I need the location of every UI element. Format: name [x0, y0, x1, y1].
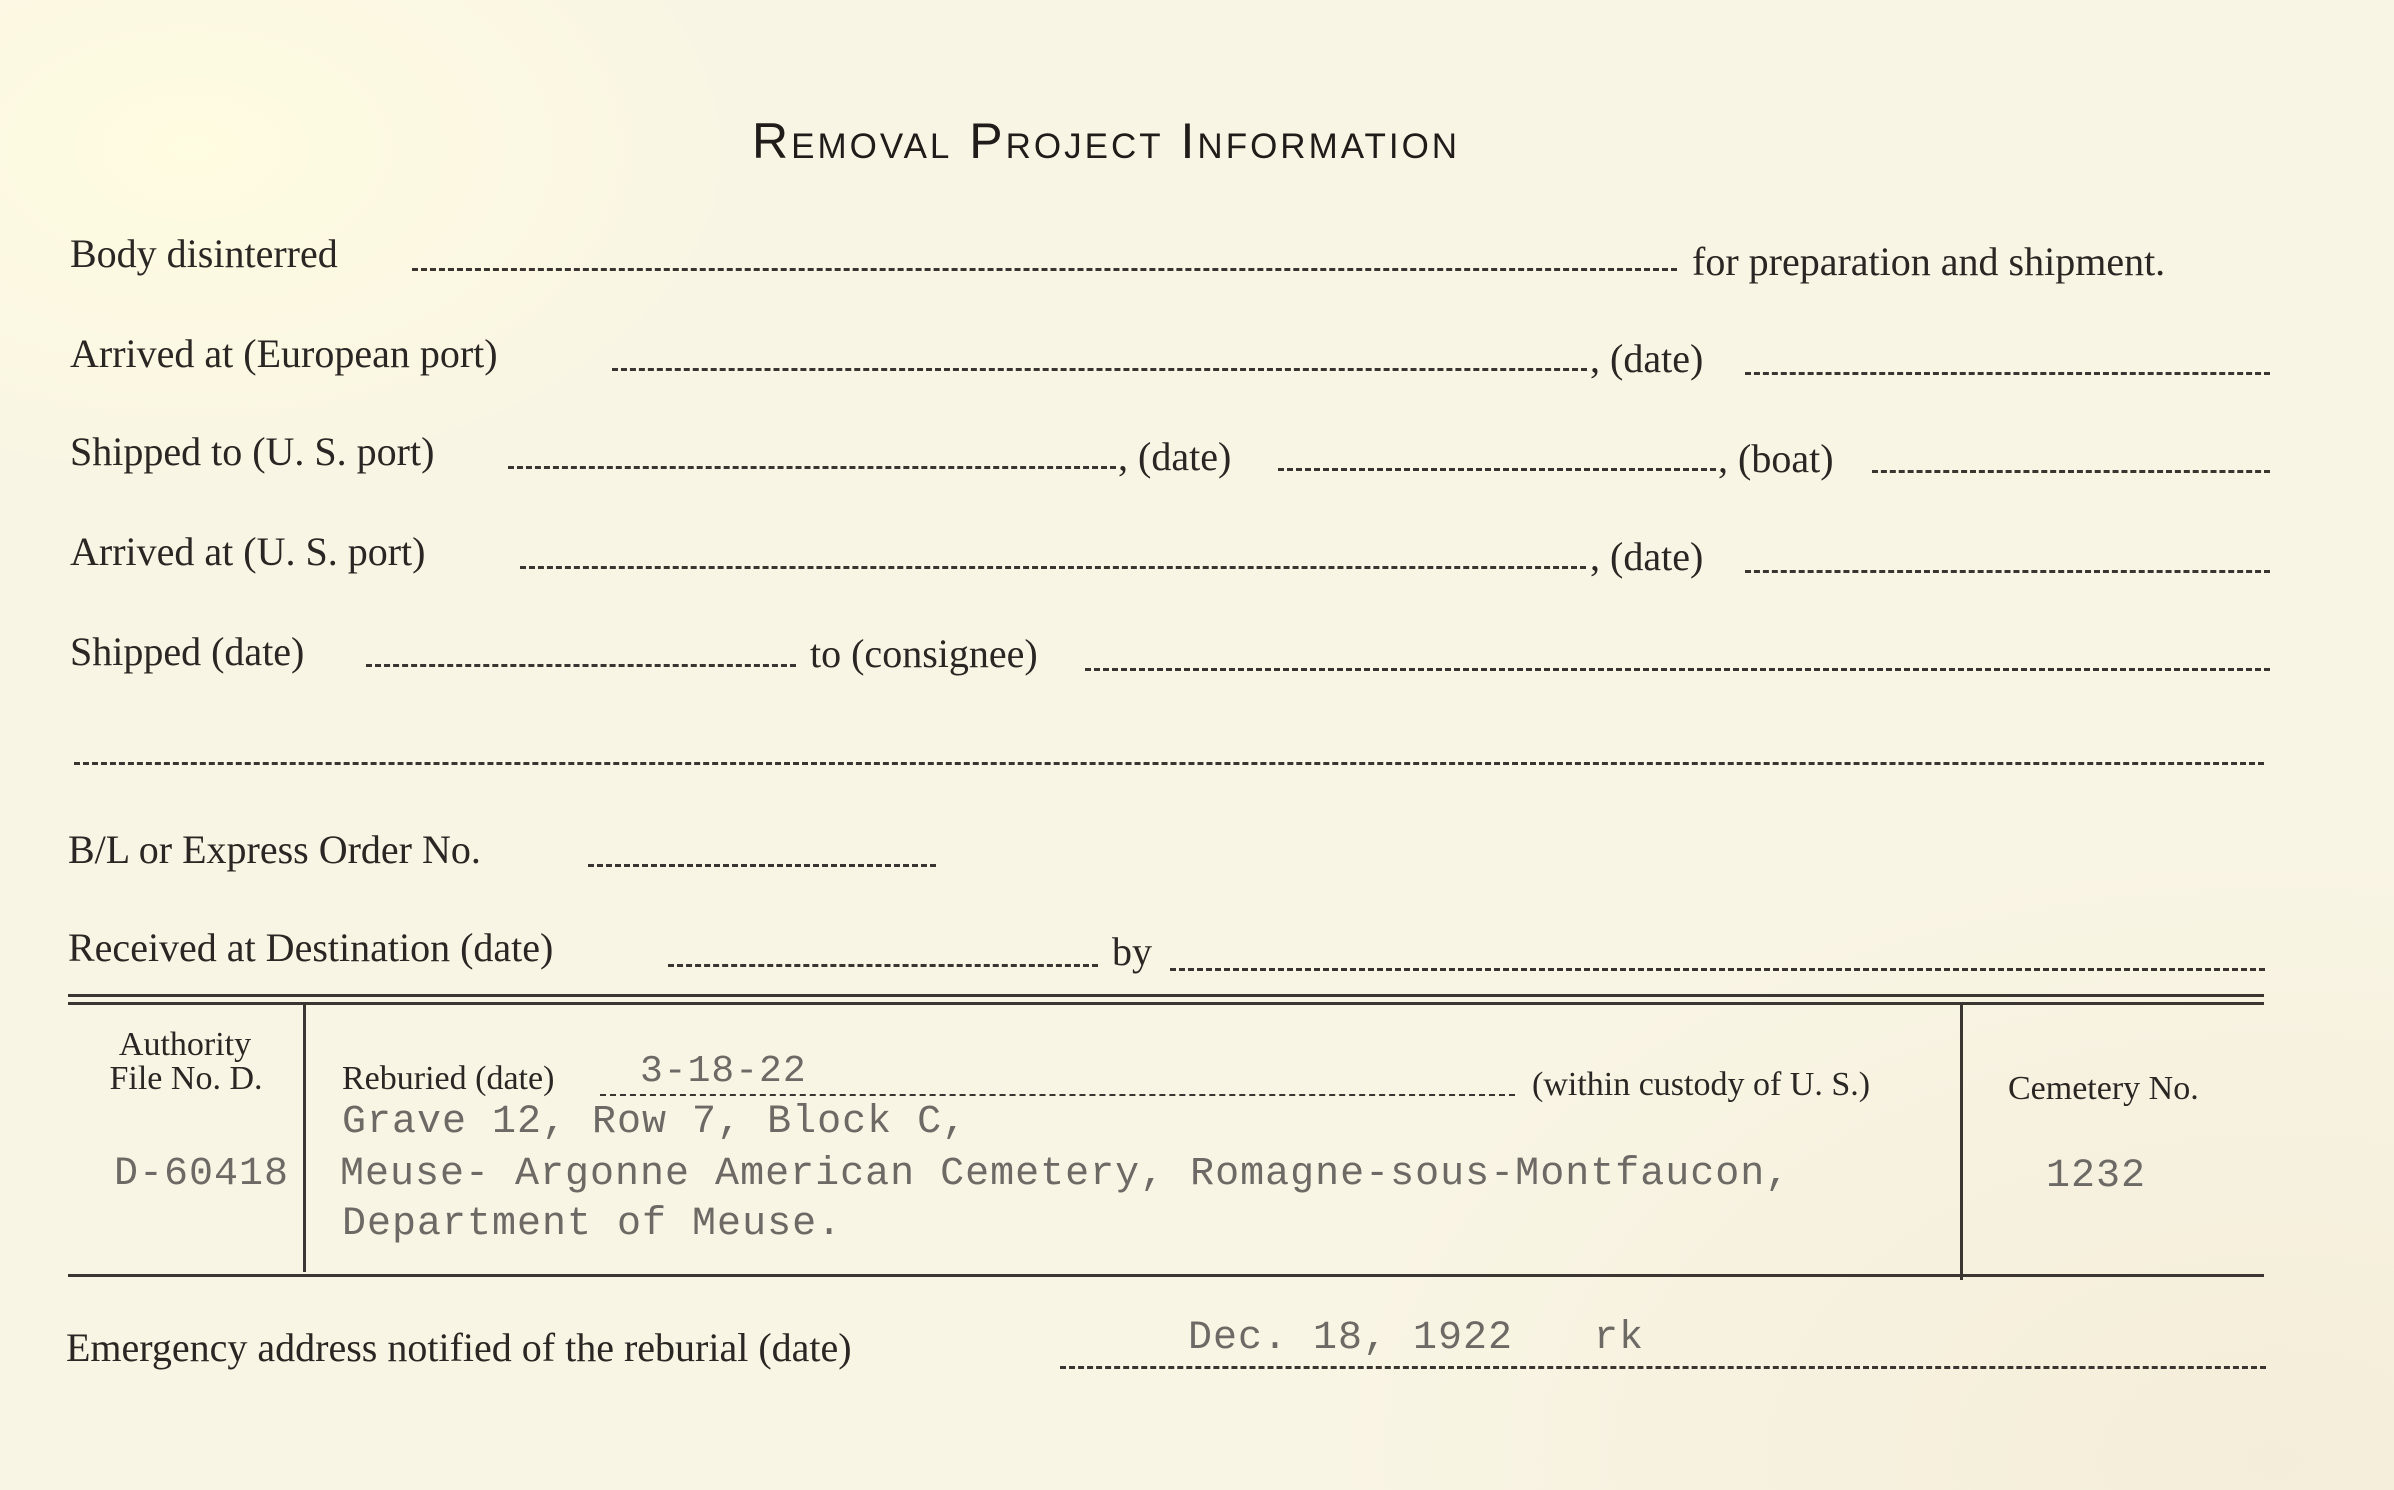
shipped-date-line — [366, 664, 796, 667]
custody-label: (within custody of U. S.) — [1532, 1066, 1871, 1103]
authority-label-line2: File No. D. — [109, 1060, 263, 1097]
box-top-rule-1 — [68, 994, 2264, 997]
body-disinterred-label: Body disinterred — [70, 231, 338, 276]
box-top-rule-2 — [68, 1002, 2264, 1005]
box-bottom-rule — [68, 1274, 2264, 1277]
bl-label: B/L or Express Order No. — [68, 827, 481, 872]
shipped-to-label: Shipped to (U. S. port) — [70, 429, 435, 474]
arrived-us-line — [520, 566, 1586, 569]
shipped-to-date-line — [1278, 468, 1716, 471]
arrived-us-date-label: , (date) — [1590, 534, 1704, 579]
cemetery-label: Cemetery No. — [2008, 1070, 2199, 1107]
authority-label-line1: Authority — [118, 1026, 252, 1063]
received-date-line — [668, 964, 1098, 967]
arrived-us-date-line — [1745, 570, 2270, 573]
received-by-line — [1170, 968, 2265, 971]
emergency-date: Dec. 18, 1922 — [1188, 1316, 1514, 1361]
reburied-line — [600, 1094, 1515, 1096]
arrived-european-label: Arrived at (European port) — [70, 331, 498, 376]
body-disinterred-suffix: for preparation and shipment. — [1692, 239, 2166, 284]
location-line-1: Grave 12, Row 7, Block C, — [342, 1100, 968, 1145]
location-line-2: Meuse- Argonne American Cemetery, Romagne-sous-Montfaucon, — [340, 1152, 1791, 1197]
arrived-european-date-label: , (date) — [1590, 336, 1704, 381]
body-disinterred-line — [412, 268, 1677, 271]
reburied-date: 3-18-22 — [640, 1050, 807, 1093]
arrived-european-line — [612, 368, 1587, 371]
location-line-3: Department of Meuse. — [342, 1202, 843, 1247]
consignee-line — [1085, 668, 2270, 671]
emergency-label: Emergency address notified of the reburial (date) — [66, 1325, 852, 1370]
arrived-us-label: Arrived at (U. S. port) — [70, 529, 426, 574]
cemetery-number: 1232 — [2046, 1154, 2147, 1199]
consignee-label: to (consignee) — [810, 631, 1038, 676]
emergency-line — [1060, 1366, 2266, 1369]
shipped-to-boat-line — [1872, 470, 2270, 473]
reburied-label: Reburied (date) — [342, 1060, 555, 1097]
arrived-european-date-line — [1745, 372, 2270, 375]
box-divider-left — [303, 1002, 306, 1272]
shipped-to-line — [508, 466, 1116, 469]
continuation-line — [74, 762, 2264, 765]
box-divider-right — [1960, 1002, 1963, 1280]
form-title: Removal Project Information — [752, 113, 1461, 169]
received-by-label: by — [1112, 929, 1152, 974]
shipped-to-boat-label: , (boat) — [1718, 436, 1834, 481]
bl-line — [588, 864, 936, 867]
received-label: Received at Destination (date) — [68, 925, 554, 970]
authority-file-number: D-60418 — [114, 1152, 290, 1197]
shipped-date-label: Shipped (date) — [70, 629, 305, 674]
shipped-to-date-label: , (date) — [1118, 434, 1232, 479]
emergency-initials: rk — [1594, 1316, 1645, 1361]
